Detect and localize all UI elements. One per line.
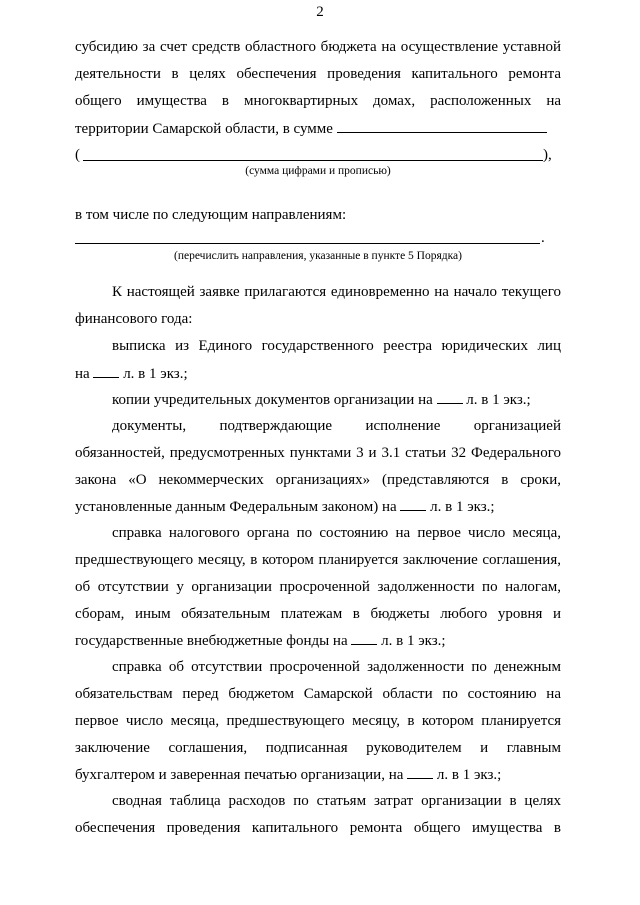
- item-1-prefix: на: [75, 366, 90, 382]
- item-4-pages-blank[interactable]: [351, 631, 377, 645]
- item-5-suffix: л. в 1 экз.;: [436, 767, 502, 783]
- item-5-line-3: первое число месяца, предшествующего месяцу, в котором планируется: [75, 713, 561, 729]
- intro-line-1: субсидию за счет средств областного бюджета на осуществление уставной: [75, 39, 561, 55]
- item-4-line-3: об отсутствии у организации просроченной задолженности по налогам,: [75, 579, 561, 595]
- item-3-line-4: [75, 497, 561, 516]
- item-1-line-2: [75, 364, 561, 383]
- close-paren: ),: [543, 147, 552, 163]
- item-5-line-5: [75, 765, 561, 784]
- item-1-pages-blank[interactable]: [93, 364, 119, 378]
- item-4-line-2: предшествующего месяцу, в котором планируется заключение соглашения,: [75, 552, 561, 568]
- item-2-line: [112, 390, 561, 409]
- attachments-intro-line-2: финансового года:: [75, 311, 193, 327]
- directions-end-dot: .: [541, 230, 545, 246]
- item-1-suffix: л. в 1 экз.;: [123, 366, 188, 382]
- item-2-pages-blank[interactable]: [437, 390, 463, 404]
- page-number: 2: [316, 4, 324, 20]
- item-4-suffix: л. в 1 экз.;: [381, 633, 446, 649]
- item-5-pages-blank[interactable]: [407, 765, 433, 779]
- item-3-pages-blank[interactable]: [400, 497, 426, 511]
- amount-blank[interactable]: [337, 119, 547, 133]
- item-5-line-2: обязательствам перед бюджетом Самарской области по состоянию на: [75, 686, 561, 702]
- item-5-line-4: заключение соглашения, подписанная руководителем и главным: [75, 740, 561, 756]
- item-3-suffix: л. в 1 экз.;: [430, 499, 495, 515]
- directions-blank[interactable]: [75, 243, 540, 244]
- open-paren: (: [75, 147, 80, 163]
- item-4-text: государственные внебюджетные фонды на: [75, 633, 348, 649]
- item-5-text: бухгалтером и заверенная печатью организации, на: [75, 767, 404, 783]
- item-4-line-5: [75, 631, 561, 650]
- item-3-line-2: обязанностей, предусмотренных пунктами 3 и 3.1 статьи 32 Федерального: [75, 445, 561, 461]
- intro-line-2: деятельности в целях обеспечения проведения капитального ремонта: [75, 66, 561, 82]
- item-1-line-1: выписка из Единого государственного реестра юридических лиц: [112, 338, 561, 354]
- item-5-line-1: справка об отсутствии просроченной задолженности по денежным: [112, 659, 561, 675]
- directions-line: в том числе по следующим направлениям:: [75, 207, 347, 223]
- item-2-suffix: л. в 1 экз.;: [466, 392, 531, 408]
- item-4-line-4: сборам, иным обязательным платежам в бюджеты любого уровня и: [75, 606, 561, 622]
- item-3-line-1: документы, подтверждающие исполнение организацией: [112, 418, 561, 434]
- item-3-line-3: закона «О некоммерческих организациях» (представляются в сроки,: [75, 472, 561, 488]
- attachments-intro-line-1: К настоящей заявке прилагаются единовременно на начало текущего: [112, 284, 561, 300]
- amount-label: территории Самарской области, в сумме: [75, 121, 333, 137]
- directions-caption: (перечислить направления, указанные в пункте 5 Порядка): [174, 250, 462, 262]
- amount-caption: (сумма цифрами и прописью): [245, 165, 391, 177]
- item-6-line-2: обеспечения проведения капитального ремонта общего имущества в: [75, 820, 561, 836]
- item-4-line-1: справка налогового органа по состоянию на первое число месяца,: [112, 525, 561, 541]
- intro-line-4: [75, 119, 561, 138]
- intro-line-3: общего имущества в многоквартирных домах, расположенных на: [75, 93, 561, 109]
- amount-words-blank[interactable]: [83, 160, 543, 161]
- item-6-line-1: сводная таблица расходов по статьям затрат организации в целях: [112, 793, 561, 809]
- item-3-text: установленные данным Федеральным законом) на: [75, 499, 397, 515]
- item-2-text: копии учредительных документов организации на: [112, 392, 433, 408]
